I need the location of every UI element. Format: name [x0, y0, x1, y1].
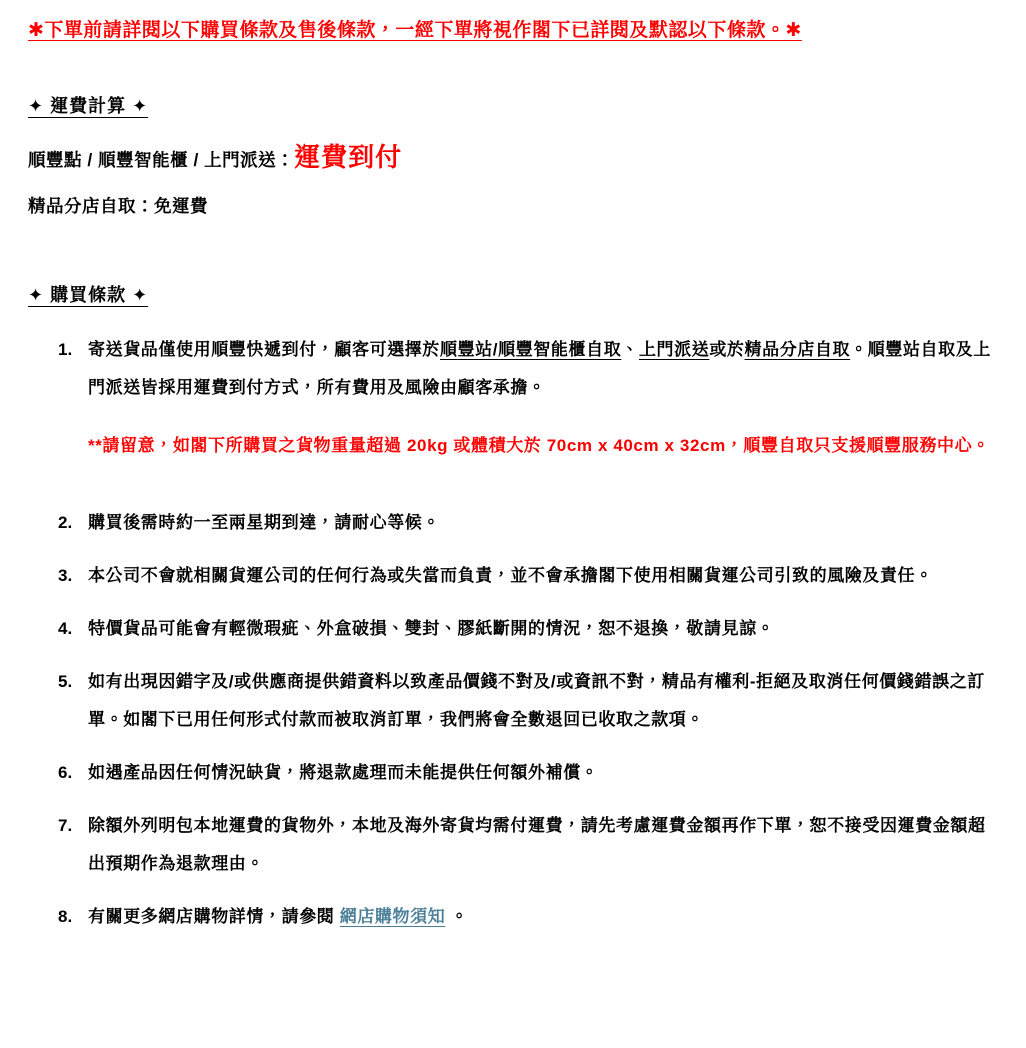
- term-item-5-text: 如有出現因錯字及/或供應商提供錯資料以致產品價錢不對及/或資訊不對，精品有權利-拒絕及取消任何價錢錯誤之訂單。如閣下已用任何形式付款而被取消訂單，我們將會全數退回已收取之款項。: [88, 672, 985, 729]
- text-segment: 有關更多網店購物詳情，請參閱: [88, 907, 340, 926]
- shipping-heading: ✦ 運費計算 ✦: [28, 96, 149, 116]
- term-item-7: [58, 807, 1000, 883]
- text-segment: 寄送貨品僅使用順豐快遞到付，顧客可選擇於: [88, 340, 440, 359]
- term-item-2: [58, 504, 1000, 542]
- item-number: 7.: [58, 816, 73, 835]
- top-notice: ✱下單前請詳閱以下購買條款及售後條款，一經下單將視作閣下已詳閱及默認以下條款。✱: [28, 20, 802, 41]
- term-item-8-text: [88, 898, 468, 936]
- freight-collect-value: 運費到付: [294, 142, 403, 172]
- text-segment: 、: [621, 340, 639, 359]
- purchase-terms-section: [28, 219, 1000, 936]
- term-item-3-text: 本公司不會就相關貨運公司的任何行為或失當而負責，並不會承擔閣下使用相關貨運公司引致的風險及責任。: [88, 566, 933, 585]
- text-segment: 。: [445, 907, 469, 926]
- terms-list: [28, 331, 1000, 936]
- term-item-4: [58, 610, 1000, 648]
- store-pickup-line: 精品分店自取：免運費: [28, 196, 208, 216]
- shipping-section: [28, 44, 1000, 219]
- term-item-8: [58, 898, 1000, 936]
- term-item-5: [58, 663, 1000, 739]
- term-item-1-text: [88, 331, 993, 489]
- shipping-methods-line: [28, 140, 1000, 177]
- item-number: 8.: [58, 907, 73, 926]
- underlined-phrase-sf-pickup: 順豐站/順豐智能櫃自取: [440, 340, 622, 359]
- term-item-1: [58, 331, 1000, 489]
- purchase-terms-heading: ✦ 購買條款 ✦: [28, 285, 149, 305]
- term-item-7-text: 除額外列明包本地運費的貨物外，本地及海外寄貨均需付運費，請先考慮運費金額再作下單，恕不接受因運費金額超出預期作為退款理由。: [88, 816, 986, 873]
- weight-limit-note: **請留意，如閣下所購買之貨物重量超過 20kg 或體積大於 70cm x 40cm x 32cm，順豐自取只支援順豐服務中心。: [88, 436, 990, 455]
- term-item-2-text: 購買後需時約一至兩星期到達，請耐心等候。: [88, 513, 440, 532]
- term-item-6-text: 如遇產品因任何情況缺貨，將退款處理而未能提供任何額外補償。: [88, 763, 599, 782]
- shipping-methods-label: 順豐點 / 順豐智能櫃 / 上門派送：: [28, 150, 295, 170]
- item-number: 3.: [58, 566, 73, 585]
- item-number: 4.: [58, 619, 73, 638]
- item-number: 6.: [58, 763, 73, 782]
- item-number: 2.: [58, 513, 73, 532]
- underlined-phrase-home-delivery: 上門派送: [638, 340, 710, 359]
- text-segment: 或於: [709, 340, 745, 359]
- term-item-6: [58, 754, 1000, 792]
- term-item-4-text: 特價貨品可能會有輕微瑕疵、外盒破損、雙封、膠紙斷開的情況，恕不退換，敬請見諒。: [88, 619, 775, 638]
- item-number: 1.: [58, 340, 73, 359]
- item-number: 5.: [58, 672, 73, 691]
- text-segment: 。順豐站自取及上門派送皆採用運費到付方式，所有費用及風險由顧客承擔。: [88, 340, 991, 397]
- term-item-3: [58, 557, 1000, 595]
- online-shopping-guide-link[interactable]: 網店購物須知: [339, 907, 446, 926]
- underlined-phrase-store-pickup: 精品分店自取: [744, 340, 851, 359]
